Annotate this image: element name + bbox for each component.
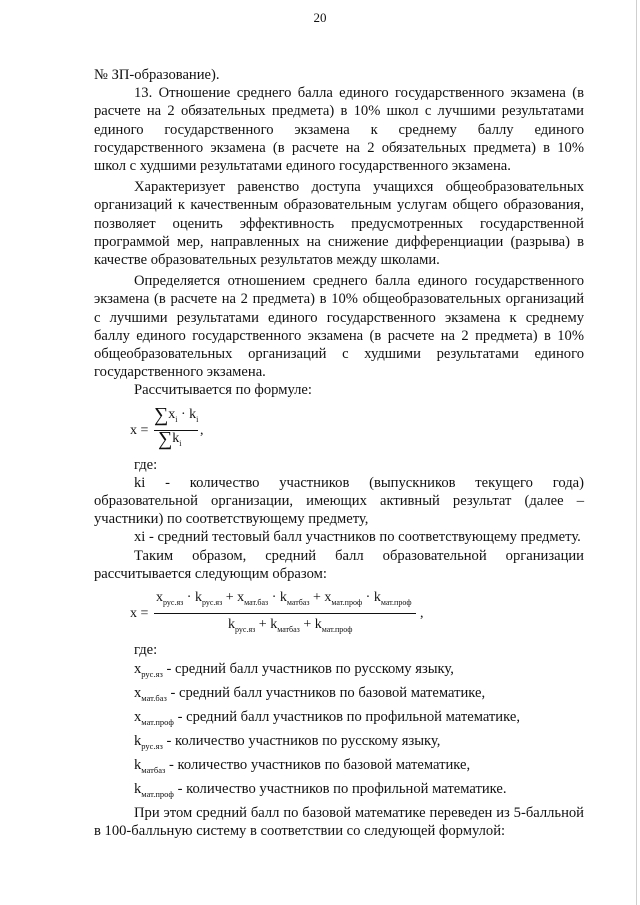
- formula2-comma: ,: [420, 606, 424, 622]
- definition-ki: ki - количество участников (выпускников текущего года) образовательной организации, имеющих активный результат (далее – участники) по соответствующему предмету,: [94, 474, 584, 528]
- definition-k-rus: $k_{рус.яз}$ - количество участников по русскому языку,: [134, 732, 441, 751]
- paragraph-thus: Таким образом, средний балл образовательной организации рассчитывается следующим образом:: [94, 547, 584, 582]
- paragraph-characterizes: Характеризует равенство доступа учащихся общеобразовательных организаций к качественным образовательным услугам общего образования, позволяет оценить эффективность предусмотренных государственной программой мер, направленных на снижение дифференциации (разрыва) в качестве образовательных результатов между школами.: [94, 179, 584, 269]
- formula-weighted-average: [130, 403, 584, 456]
- definition-x-matprof: $x_{мат.проф}$ - средний балл участников по профильной математике,: [134, 708, 520, 727]
- formula2-numerator: $x_{рус.яз} \cdot k_{рус.яз} + x_{мат.баз} \cdot k_{матбаз} + x_{мат.проф} \cdot k_{мат.проф}$: [156, 590, 412, 607]
- definition-k-matbaz: $k_{матбаз}$ - количество участников по базовой математике,: [134, 756, 471, 775]
- formula-school-average: [130, 589, 584, 641]
- page-number: 20: [313, 10, 327, 25]
- where-label-2: где:: [134, 642, 158, 659]
- definitions-list: [134, 641, 584, 803]
- formula1-numerator: $\sum x_i \cdot k_i$: [154, 403, 199, 426]
- definition-k-matprof: $k_{мат.проф}$ - количество участников по профильной математике.: [134, 780, 507, 799]
- formula2-fraction-bar: [154, 613, 416, 614]
- where-label-1: где:: [134, 456, 158, 473]
- definition-x-rus: $x_{рус.яз}$ - средний балл участников по русскому языку,: [134, 661, 454, 679]
- paragraph-base-math: При этом средний балл по базовой математике переведен из 5-балльной в 100-балльную систему в соответствии со следующей формулой:: [94, 804, 584, 839]
- definition-x-matbaz: $x_{мат.баз}$ - средний балл участников по базовой математике,: [134, 684, 486, 703]
- formula1-denominator: $\sum k_i$: [158, 427, 182, 450]
- document-body: [94, 66, 584, 840]
- definition-xi: xi - средний тестовый балл участников по соответствующему предмету.: [134, 529, 581, 546]
- formula2-denominator: $k_{рус.яз} + k_{матбаз} + k_{мат.проф}$: [228, 617, 353, 634]
- paragraph-formula-intro: Рассчитывается по формуле:: [134, 382, 312, 399]
- page-edge-line: [636, 0, 637, 905]
- formula2-lhs: x =: [130, 606, 149, 622]
- paragraph-item-13: 13. Отношение среднего балла единого государственного экзамена (в расчете на 2 обязательных предмета) в 10% школ с лучшими результатами единого государственного экзамена к среднему баллу единого государственного экзамена (в расчете на 2 обязательных предмета) в 10% школ с худшими результатами единого государственного экзамена.: [94, 85, 584, 175]
- paragraph-determined: Определяется отношением среднего балла единого государственного экзамена (в расчете на 2 предмета) в 10% общеобразовательных организаций с лучшими результатами единого государственного экзамена к среднему баллу единого государственного экзамена (в расчете на 2 предмета) в 10% общеобразовательных организаций с худшими результатами единого государственного экзамена.: [94, 273, 584, 381]
- formula1-lhs: x =: [130, 422, 149, 438]
- formula1-comma: ,: [200, 422, 204, 438]
- paragraph-continuation: № ЗП-образование).: [94, 67, 220, 83]
